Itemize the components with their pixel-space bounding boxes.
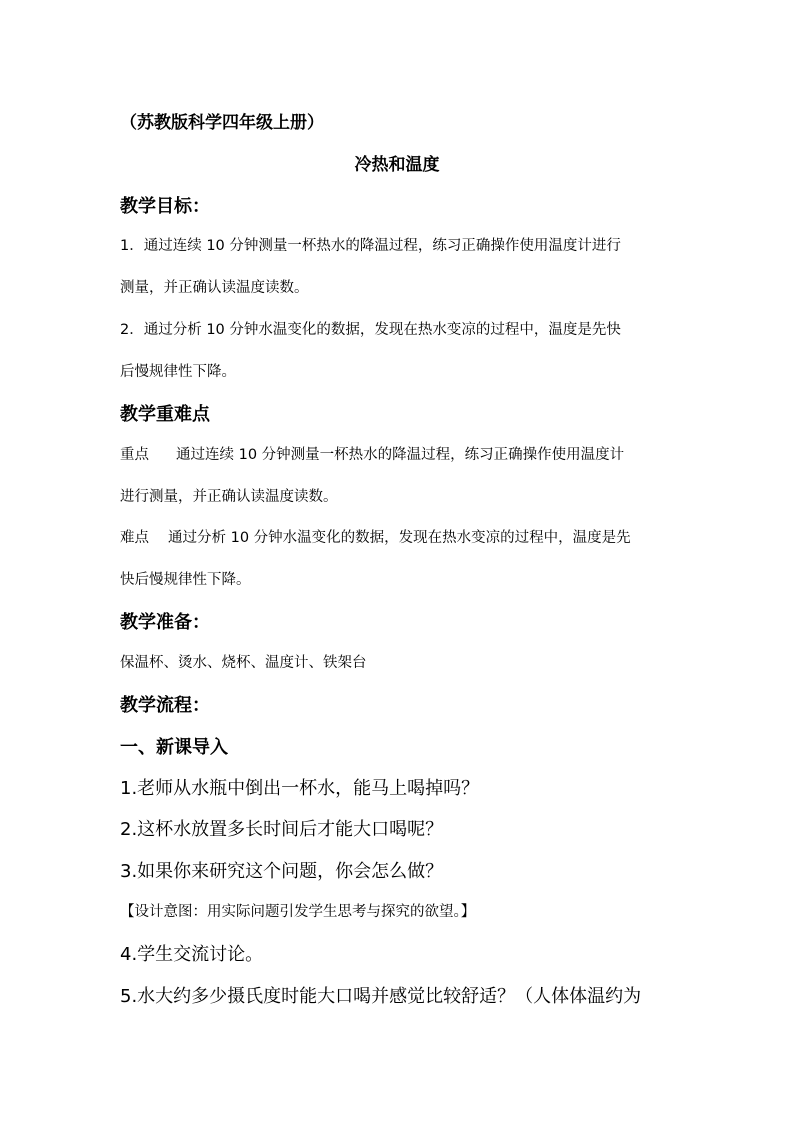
page-title: 冷热和温度 bbox=[354, 155, 440, 175]
objective-2-line-1: 2．通过分析 10 分钟水温变化的数据，发现在热水变凉的过程中，温度是先快 bbox=[120, 322, 621, 338]
preparation-heading: 教学准备： bbox=[120, 612, 210, 633]
question-5: 5.水大约多少摄氏度时能大口喝并感觉比较舒适？（人体体温约为 bbox=[120, 986, 642, 1007]
question-4: 4.学生交流讨论。 bbox=[120, 944, 264, 965]
key-point-line-1 bbox=[120, 443, 624, 464]
question-3: 3.如果你来研究这个问题，你会怎么做？ bbox=[120, 861, 444, 882]
preparation-items: 保温杯、烫水、烧杯、温度计、铁架台 bbox=[120, 655, 367, 671]
objective-1-line-1: 1．通过连续 10 分钟测量一杯热水的降温过程，练习正确操作使用温度计进行 bbox=[120, 238, 621, 254]
difficult-point-label: 难点 bbox=[120, 530, 149, 546]
key-point-line-2: 进行测量，并正确认读温度读数。 bbox=[120, 489, 338, 505]
difficult-point-text: 通过分析 10 分钟水温变化的数据，发现在热水变凉的过程中，温度是先 bbox=[168, 530, 631, 546]
key-point-label: 重点 bbox=[120, 447, 149, 463]
process-heading: 教学流程： bbox=[120, 695, 210, 716]
key-points-heading: 教学重难点 bbox=[120, 404, 210, 425]
objectives-heading: 教学目标： bbox=[120, 196, 210, 217]
question-2: 2.这杯水放置多长时间后才能大口喝呢？ bbox=[120, 819, 444, 840]
objective-2-line-2: 后慢规律性下降。 bbox=[120, 364, 236, 380]
section-1-heading: 一、新课导入 bbox=[120, 737, 228, 758]
textbook-subtitle: （苏教版科学四年级上册） bbox=[120, 113, 324, 133]
question-1: 1.老师从水瓶中倒出一杯水，能马上喝掉吗？ bbox=[120, 778, 480, 799]
key-point-text: 通过连续 10 分钟测量一杯热水的降温过程，练习正确操作使用温度计 bbox=[176, 447, 625, 463]
difficult-point-line-1 bbox=[120, 526, 631, 547]
difficult-point-line-2: 快后慢规律性下降。 bbox=[120, 572, 251, 588]
design-intent-note: 【设计意图：用实际问题引发学生思考与探究的欲望。】 bbox=[120, 904, 476, 920]
objective-1-line-2: 测量，并正确认读温度读数。 bbox=[120, 280, 309, 296]
